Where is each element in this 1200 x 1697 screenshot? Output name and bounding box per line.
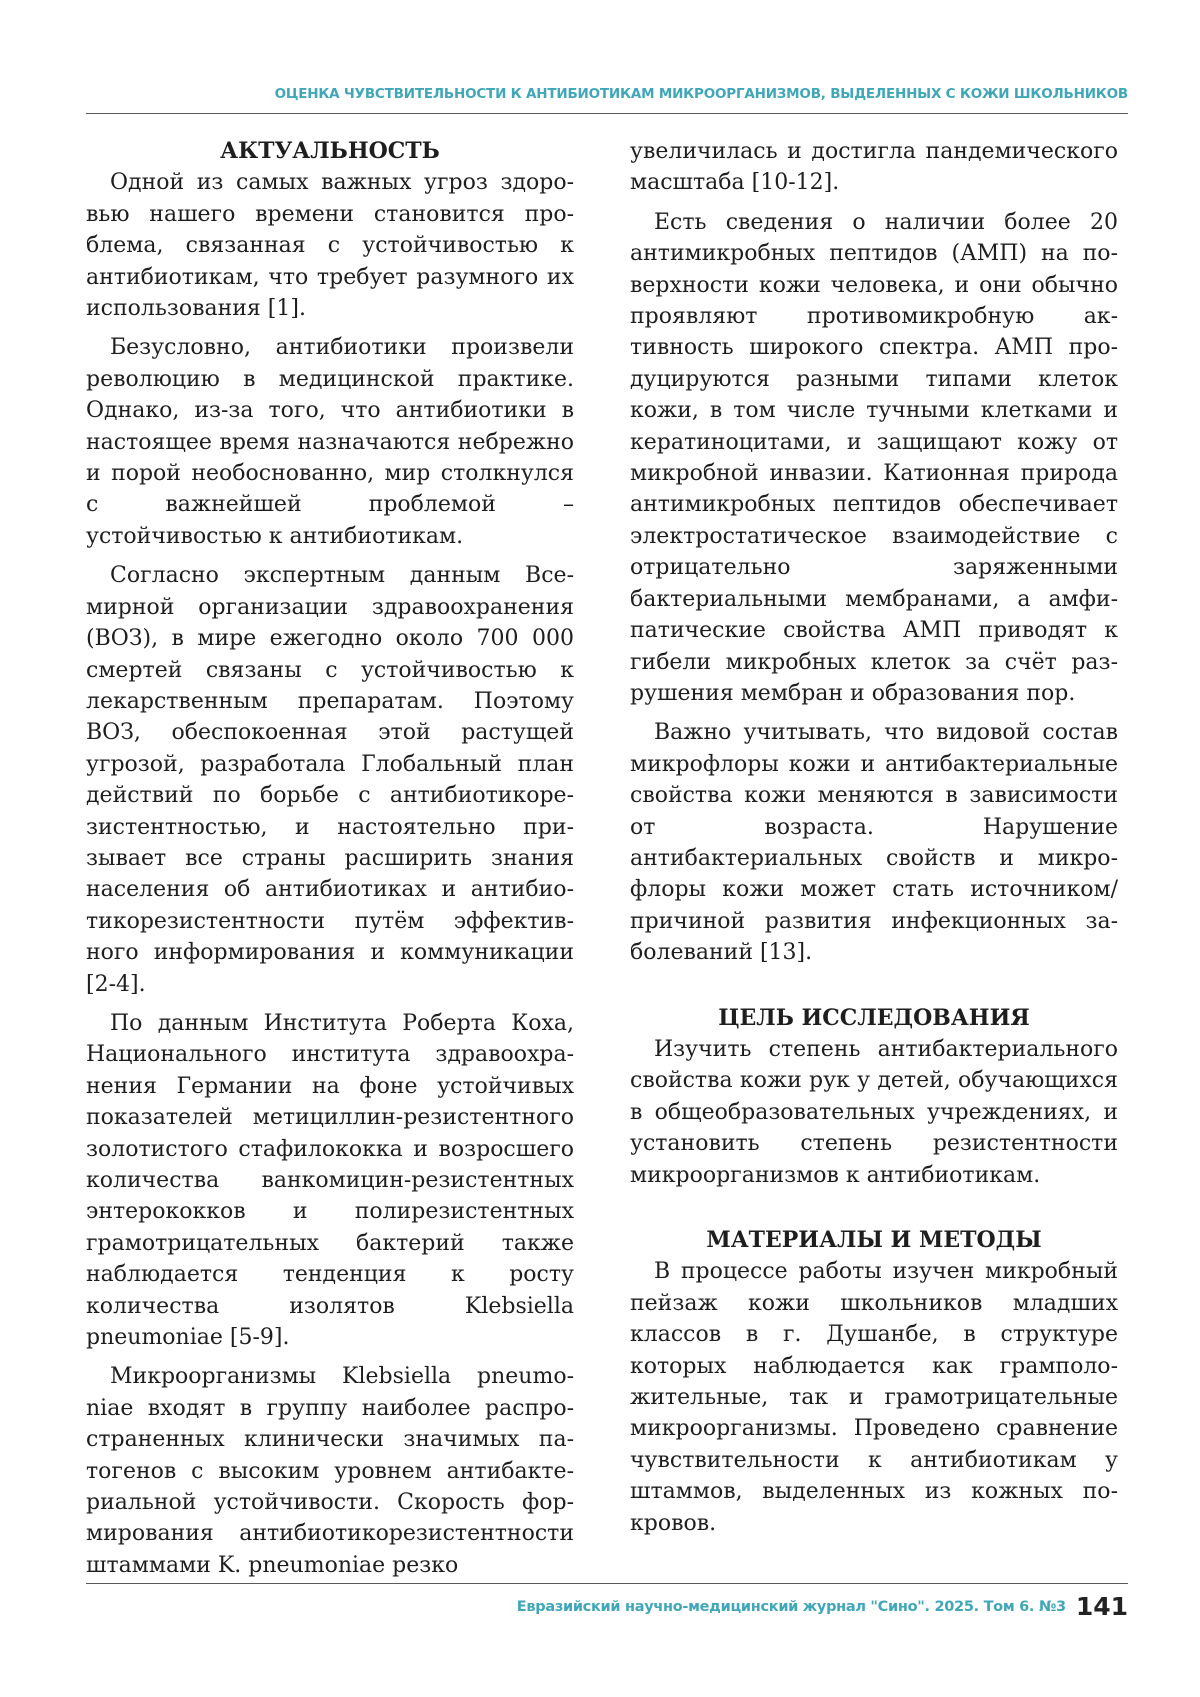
header-rule	[86, 113, 1128, 114]
paragraph: В процессе работы изучен микробный пейзаж кожи школьников младших классов в г. Душанбе, в структуре которых наблюдается как грамположительные, так и грамотрицательные микроорганизмы. Проведено сравнение чувствительности к антибиотикам у штаммов, выделенных из кожных покровов.	[630, 1259, 1118, 1536]
paragraph: Изучить степень антибактериального свойства кожи рук у детей, обучающихся в общеобразовательных учреждениях, и установить степень резистентности микроорганизмов к антибиотикам.	[630, 1036, 1118, 1188]
paragraph: Безусловно, антибиотики произвели революцию в медицинской практике. Однако, из-за того, что антибиотики в настоящее время назначаются небрежно и порой необоснованно, мир столкнулся с важнейшей проблемой – устойчивостью к антибиотикам.	[86, 335, 574, 549]
section-heading-goal: ЦЕЛЬ ИССЛЕДОВАНИЯ	[718, 1004, 1030, 1031]
page-number: 141	[1075, 1592, 1128, 1621]
section-heading-relevance: АКТУАЛЬНОСТЬ	[220, 138, 440, 164]
paragraph: Важно учитывать, что видовой состав микрофлоры кожи и антибактериальные свойства кожи меняются в зависимости от возраста. Нарушение антибактериальных свойств и микрофлоры кожи может стать источником/ причиной развития инфекционных заболеваний [13].	[630, 720, 1118, 966]
paragraph: Микроорганизмы Klebsiella pneumoniae входят в группу наиболее распространенных клинически значимых патогенов с высоким уровнем антибактериальной устойчивости. Скорость формирования антибиотикорезистентности штаммами K. pneumoniae резко	[86, 1364, 574, 1578]
section-gap	[630, 977, 1118, 1003]
paragraph: Одной из самых важных угроз здоровью нашего времени становится проблема, связанная с устойчивостью к антибиотикам, что требует разумного их использования [1].	[86, 170, 574, 322]
left-column	[86, 136, 574, 1589]
paragraph: Есть сведения о наличии более 20 антимикробных пептидов (АМП) на поверхности кожи человека, и они обычно проявляют противомикробную активность широкого спектра. АМП продуцируются разными типами клеток кожи, в том числе тучными клетками и кератиноцитами, и защищают кожу от микробной инвазии. Катионная природа антимикробных пептидов обеспечивает электростатическое взаимодействие с отрицательно заряженными бактериальными мембранами, а амфипатические свойства АМП приводят к гибели микробных клеток за счёт разрушения мембран и образования пор.	[630, 209, 1118, 706]
footer	[86, 1592, 1128, 1621]
section-gap	[630, 1199, 1118, 1225]
footer-rule	[86, 1583, 1128, 1584]
running-title: ОЦЕНКА ЧУВСТВИТЕЛЬНОСТИ К АНТИБИОТИКАМ МИКРООРГАНИЗМОВ, ВЫДЕЛЕННЫХ С КОЖИ ШКОЛЬНИКОВ	[274, 86, 1128, 102]
section-heading-methods: МАТЕРИАЛЫ И МЕТОДЫ	[706, 1227, 1042, 1253]
journal-citation: Евразийский научно-медицинский журнал "Сино". 2025. Том 6. №3	[516, 1598, 1066, 1615]
paragraph: Согласно экспертным данным Всемирной организации здравоохранения (ВОЗ), в мире ежегодно около 700 000 смертей связаны с устойчивостью к лекарственным препаратам. Поэтому ВОЗ, обеспокоенная этой растущей угрозой, разработала Глобальный план действий по борьбе с антибиотикорезистентностью, и настоятельно призывает все страны расширить знания населения об антибиотиках и антибиотикорезистентности путём эффективного информирования и коммуникации [2-4].	[86, 563, 574, 997]
paragraph: По данным Института Роберта Коха, Национального института здравоохранения Германии на фоне устойчивых показателей метициллин-резистентного золотистого стафилококка и возросшего количества ванкомицин-резистентных энтерококков и полирезистентных грамотрицательных бактерий также наблюдается тенденция к росту количества изолятов Klebsiella pneumoniae [5-9].	[86, 1010, 574, 1351]
right-column	[630, 136, 1118, 1547]
paragraph-continuation: увеличилась и достигла пандемического масштаба [10-12].	[630, 139, 1118, 196]
